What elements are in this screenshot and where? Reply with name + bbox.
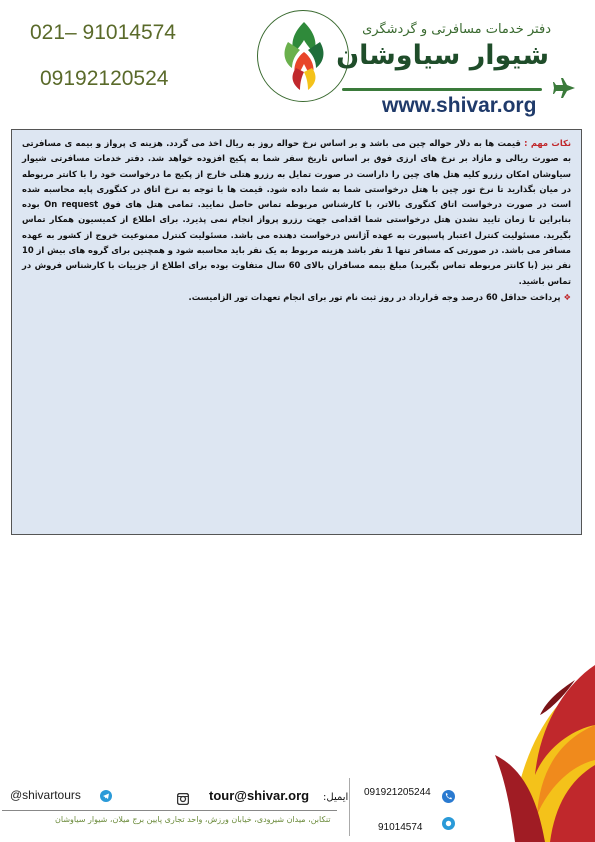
email-label: ایمیل: (323, 792, 349, 803)
phone-icon (442, 790, 455, 803)
phone-number-mobile: 09192120524 (40, 67, 169, 90)
social-handle[interactable]: @shivartours (10, 788, 81, 802)
mobile-number[interactable]: 091921205244 (364, 787, 431, 798)
footer-line (2, 810, 337, 811)
instagram-icon[interactable] (177, 793, 189, 805)
agency-name: دفتر خدمات مسافرتی و گردشگری (362, 22, 551, 37)
bullet-icon: ❖ (563, 291, 571, 302)
header-phones (30, 20, 176, 112)
website-url[interactable]: www.shivar.org (382, 94, 537, 117)
landline-number[interactable]: 91014574 (378, 822, 423, 833)
plane-trail (342, 88, 542, 91)
flame-logo-icon (274, 18, 334, 93)
phone-number-landline: 021– 91014574 (30, 21, 176, 44)
footer-divider (349, 778, 350, 836)
airplane-icon (553, 76, 577, 100)
important-notes-box (11, 129, 582, 535)
payment-note-text: پرداخت حداقل 60 درصد وجه قرارداد در روز ثبت نام تور برای انجام تعهدات تور الزامیست. (188, 291, 561, 302)
notes-body: قیمت ها به دلار حواله چین می باشد و بر اساس نرخ حواله روز به ریال اخذ می گردد. هزینه ی پرواز و بیمه ی مسافرتی به صورت ریالی و مازاد بر نرخ های ارزی فوق بر اساس تاریخ سفر شما به پکیج افزوده خواهد شد. دفتر خدمات مسافرتی شیوار سیاوشان امکان رزرو کلیه هتل های چین را داراست در صورت تمایل به رزرو هتلی خارج از پکیج ما درخواست خود را با کانتر مربوطه در میان بگذارید تا نرخ تور چین با هتل درخواستی شما به شما داده شود. قیمت ها با توجه به نرخ اتاق در کنگوری پایه محاسبه شده است در صورت درخواست اتاق کنگوری بالاتر، با کارشناس مربوطه تماس حاصل نمایید. تمامی هتل های فوق On request بوده بنابراین تا زمان تایید نشدن هتل درخواستی شما اقدامی جهت رزرو پرواز انجام نمی پذیرد. برای اطلاع از کمیسیون همکار تماس بگیرید. مسئولیت کنترل اعتبار پاسپورت به عهده آژانس درخواست دهنده می باشد. مسئولیت کنترل ممنوعیت خروج از کشور به عهده مسافر می باشد. در صورتی که مسافر تنها 1 نفر باشد هزینه مربوط به یک نفر باید محاسبه شود و همچنین برای گروه های بیش از 10 نفر نیز (با کانتر مربوطه تماس بگیرید) مبلغ بیمه مسافران بالای 60 سال متفاوت بوده برای اطلاع از جزییات با کارشناس فروش در تماس باشید. (22, 138, 571, 286)
notes-label: نکات مهم : (524, 138, 571, 148)
agency-logo (257, 10, 577, 120)
email-address[interactable]: tour@shivar.org (209, 788, 310, 803)
landline-icon (442, 817, 455, 830)
footer-bar (0, 780, 595, 842)
payment-note (22, 290, 571, 305)
brand-name: شیوار سیاوشان (336, 40, 549, 71)
telegram-icon[interactable] (100, 790, 112, 802)
address-text: تنکابن، میدان شیرودی، خیابان ورزش، واحد تجاری پایین برج میلان، شیوار سیاوشان (55, 815, 331, 824)
